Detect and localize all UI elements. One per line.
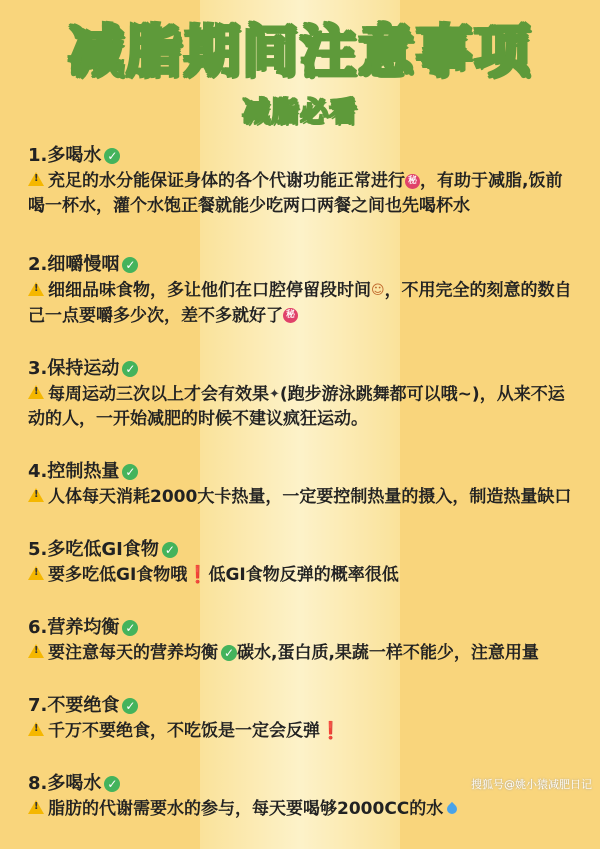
warning-icon bbox=[28, 566, 44, 580]
tip-heading: 7.不要绝食 bbox=[28, 695, 120, 716]
tip-heading: 3.保持运动 bbox=[28, 357, 120, 379]
secret-icon: 秘 bbox=[405, 174, 420, 189]
tip-body: 千万不要绝食，不吃饭是一定会反弹 bbox=[48, 721, 320, 741]
check-icon: ✓ bbox=[221, 645, 237, 661]
tip-body-cont: 碳水,蛋白质,果蔬一样不能少，注意用量 bbox=[237, 643, 539, 663]
tip-item bbox=[28, 615, 576, 666]
tip-heading: 8.多喝水 bbox=[28, 773, 102, 794]
tip-body: 充足的水分能保证身体的各个代谢功能正常进行 bbox=[48, 171, 405, 191]
tip-item bbox=[28, 537, 576, 588]
warning-icon bbox=[28, 488, 44, 502]
tip-heading: 4.控制热量 bbox=[28, 461, 120, 482]
tip-heading: 2.细嚼慢咽 bbox=[28, 254, 120, 275]
tip-item bbox=[28, 693, 576, 744]
tip-body: 每周运动三次以上才会有效果 bbox=[48, 384, 269, 404]
warning-icon bbox=[28, 722, 44, 736]
tip-body-cont: ，有助于减脂,饭前喝一杯水，灌个水饱正餐就能少吃两口两餐之间也先喝杯水 bbox=[28, 171, 563, 216]
warning-icon bbox=[28, 282, 44, 296]
warning-icon bbox=[28, 385, 44, 399]
secret-icon: 秘 bbox=[283, 308, 298, 323]
tip-heading: 1.多喝水 bbox=[28, 145, 102, 166]
warning-icon bbox=[28, 644, 44, 658]
exclamation-icon: ❗ bbox=[187, 565, 209, 585]
tip-body-cont: ，不用完全的刻意的数自己一点要嚼多少次，差不多就好了 bbox=[28, 280, 572, 326]
chewing-face-icon: ☺ bbox=[371, 283, 385, 298]
tip-body: 脂肪的代谢需要水的参与，每天要喝够2000CC的水 bbox=[48, 799, 444, 819]
check-icon: ✓ bbox=[122, 361, 138, 377]
page-subtitle: 减脂必看 bbox=[241, 95, 358, 128]
check-icon: ✓ bbox=[104, 148, 120, 164]
check-icon: ✓ bbox=[122, 698, 138, 714]
watermark: 搜狐号@姚小猿减肥日记 bbox=[471, 778, 592, 791]
check-icon: ✓ bbox=[122, 257, 138, 273]
tip-body: 要注意每天的营养均衡 bbox=[48, 643, 218, 663]
tip-body: 要多吃低GI食物哦 bbox=[48, 565, 188, 585]
tip-body-cont: 低GI食物反弹的概率很低 bbox=[208, 565, 399, 585]
tip-item bbox=[28, 356, 576, 433]
check-icon: ✓ bbox=[104, 776, 120, 792]
tips-list bbox=[28, 143, 576, 849]
tip-item bbox=[28, 252, 576, 329]
warning-icon bbox=[28, 172, 44, 186]
warning-icon bbox=[28, 800, 44, 814]
tip-item bbox=[28, 459, 576, 510]
page-title: 减脂期间注意事项 bbox=[68, 20, 532, 85]
tip-body-cont: (跑步游泳跳舞都可以哦~)，从来不运动的人，一开始减肥的时候不建议疯狂运动。 bbox=[28, 384, 565, 429]
check-icon: ✓ bbox=[122, 620, 138, 636]
tip-heading: 6.营养均衡 bbox=[28, 617, 120, 638]
exclamation-icon: ❗ bbox=[320, 721, 342, 741]
water-drop-icon bbox=[445, 802, 459, 816]
runner-icon: ✦ bbox=[269, 386, 280, 402]
tip-item bbox=[28, 143, 576, 219]
tip-body: 细细品味食物，多让他们在口腔停留段时间 bbox=[48, 280, 371, 301]
check-icon: ✓ bbox=[122, 464, 138, 480]
check-icon: ✓ bbox=[162, 542, 178, 558]
tip-heading: 5.多吃低GI食物 bbox=[28, 539, 159, 560]
tip-body: 人体每天消耗2000大卡热量，一定要控制热量的摄入，制造热量缺口 bbox=[48, 487, 572, 507]
